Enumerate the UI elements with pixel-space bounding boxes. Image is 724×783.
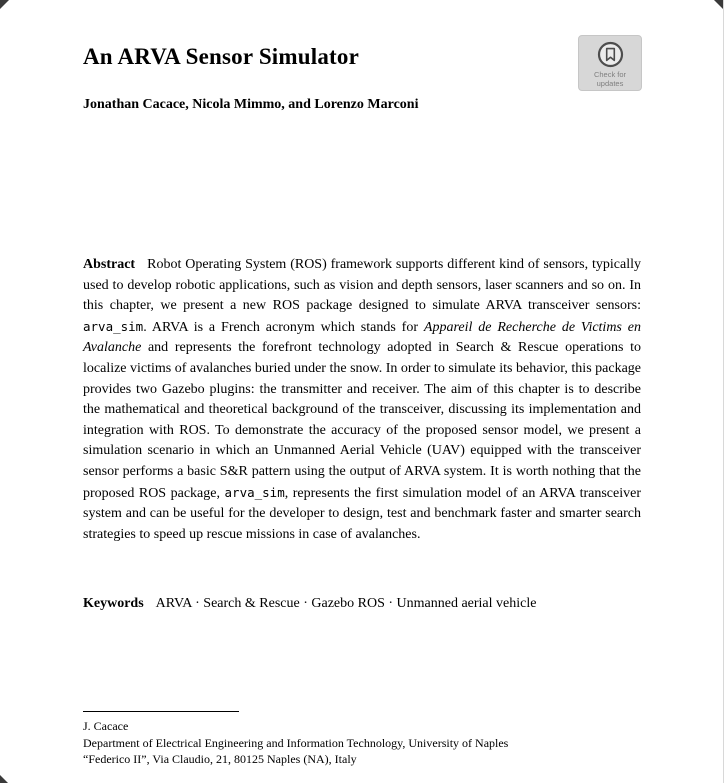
badge-label-line1: Check for [593,70,627,79]
scan-corner-artifact [0,0,9,9]
abstract-text-segment: Robot Operating System (ROS) framework supports different kind of sensors, typically used to develop robotic applications, such as vision and depth sensors, laser scanners and so on. In this chapter, we present a new ROS package designed to simulate ARVA transceiver sensors: [83,257,641,314]
abstract-paragraph [83,255,641,545]
abstract-text-segment: and represents the forefront technology adopted in Search & Rescue operations to localize victims of avalanches buried under the snow. In order to simulate its behavior, this package provides two Gazebo plugins: the transmitter and receiver. The aim of this chapter is to describe the mathematical and theoretical background of the transceiver, discussing its implementation and integration with ROS. To demonstrate the accuracy of the proposed sensor model, we present a simulation scenario in which an Unmanned Aerial Vehicle (UAV) equipped with the transceiver sensor performs a basic S&R pattern using the output of ARVA system. It is worth nothing that the proposed ROS package, [83,340,641,501]
authors-line: Jonathan Cacace, Nicola Mimmo, and Lorenzo Marconi [83,97,419,112]
footer-affiliation [83,718,643,768]
keywords-line [83,596,641,612]
keywords-text: ARVA · Search & Rescue · Gazebo ROS · Unmanned aerial vehicle [155,596,537,611]
keywords-label: Keywords [83,596,144,611]
bookmark-icon [597,41,624,68]
page-title: An ARVA Sensor Simulator [83,44,360,70]
code-arva-sim: arva_sim [224,484,285,500]
code-arva-sim: arva_sim [83,318,144,334]
scan-corner-artifact [714,0,723,9]
abstract-text-segment: , represents the first simulation model of an ARVA transceiver system and can be useful for the developer to design, test and benchmark faster and smarter search strategies to speed up rescue missions in case of avalanches. [83,485,641,542]
footer-author: J. Cacace [83,719,129,733]
check-updates-badge[interactable] [578,35,642,91]
abstract-label: Abstract [83,257,136,272]
scan-corner-artifact [0,775,8,783]
abstract-text-segment: . ARVA is a French acronym which stands for [143,319,424,335]
footer-divider [83,711,239,712]
italic-phrase: Appareil de Recherche de Victims en Avalanche [83,319,641,356]
badge-label-line2: updates [596,79,624,88]
footer-affiliation-line1: Department of Electrical Engineering and Information Technology, University of Naples [83,735,509,750]
footer-affiliation-line2: “Federico II”, Via Claudio, 21, 80125 Naples (NA), Italy [83,752,357,766]
badge-label [594,70,626,88]
